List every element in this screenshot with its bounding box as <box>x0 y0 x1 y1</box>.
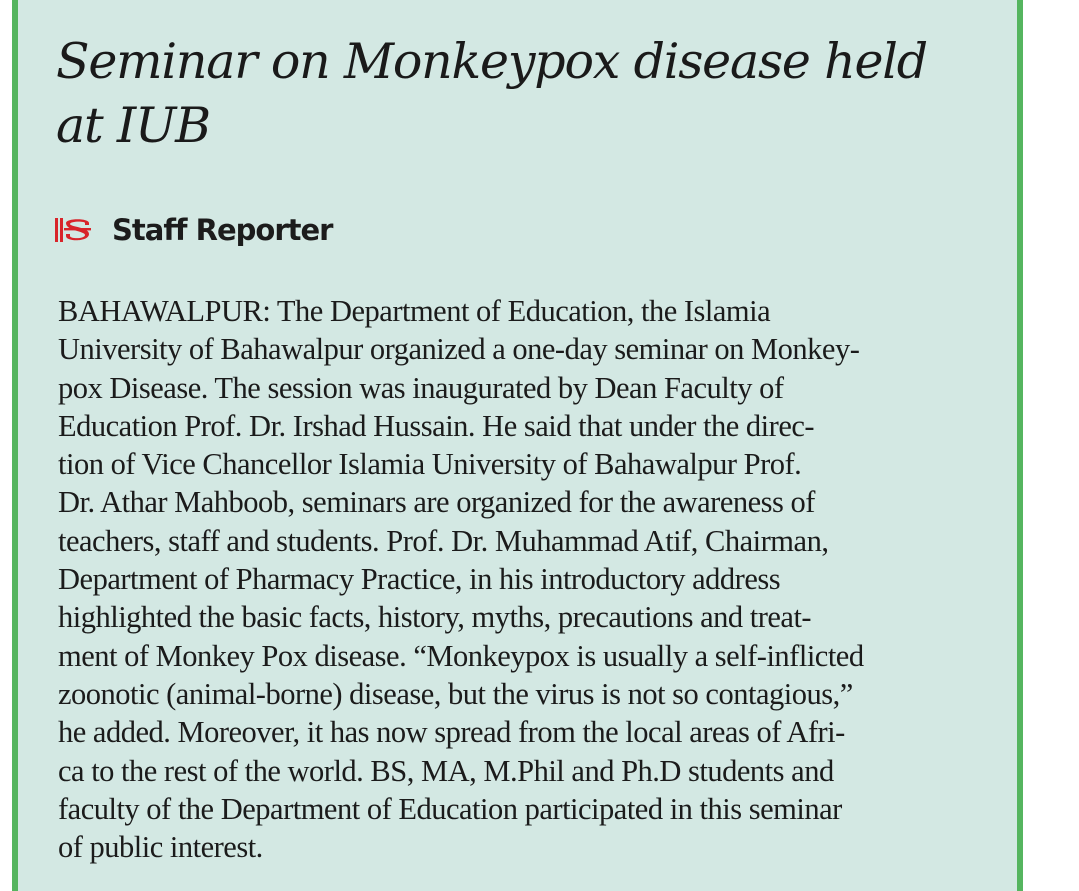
body-line: Dr. Athar Mahboob, seminars are organized for the awareness of <box>58 485 815 520</box>
article-body <box>58 292 1008 866</box>
body-line: University of Bahawalpur organized a one-day seminar on Monkey- <box>58 332 860 367</box>
body-line: Department of Pharmacy Practice, in his introductory address <box>58 562 781 597</box>
body-line: highlighted the basic facts, history, myths, precautions and treat- <box>58 600 812 635</box>
body-line: ca to the rest of the world. BS, MA, M.Phil and Ph.D students and <box>58 753 834 788</box>
article-headline: Seminar on Monkeypox disease held at IUB <box>56 33 927 154</box>
article-box <box>12 0 1023 891</box>
newspaper-logo-icon <box>54 217 92 243</box>
body-line: BAHAWALPUR: The Department of Education, the Islamia <box>58 294 771 328</box>
body-line: Education Prof. Dr. Irshad Hussain. He said that under the direc- <box>58 408 815 443</box>
body-line: teachers, staff and students. Prof. Dr. Muhammad Atif, Chairman, <box>58 523 829 558</box>
body-line: pox Disease. The session was inaugurated by Dean Faculty of <box>58 370 784 405</box>
body-line: ment of Monkey Pox disease. “Monkeypox is usually a self-inflicted <box>58 638 864 673</box>
byline-author: Staff Reporter <box>112 213 333 247</box>
body-line: of public interest. <box>58 830 263 865</box>
body-line: zoonotic (animal-borne) disease, but the virus is not so contagious,” <box>58 676 853 711</box>
body-line: he added. Moreover, it has now spread from the local areas of Afri- <box>58 715 845 750</box>
body-line: faculty of the Department of Education participated in this seminar <box>58 791 842 826</box>
body-line: tion of Vice Chancellor Islamia University of Bahawalpur Prof. <box>58 447 802 482</box>
byline <box>54 210 332 250</box>
